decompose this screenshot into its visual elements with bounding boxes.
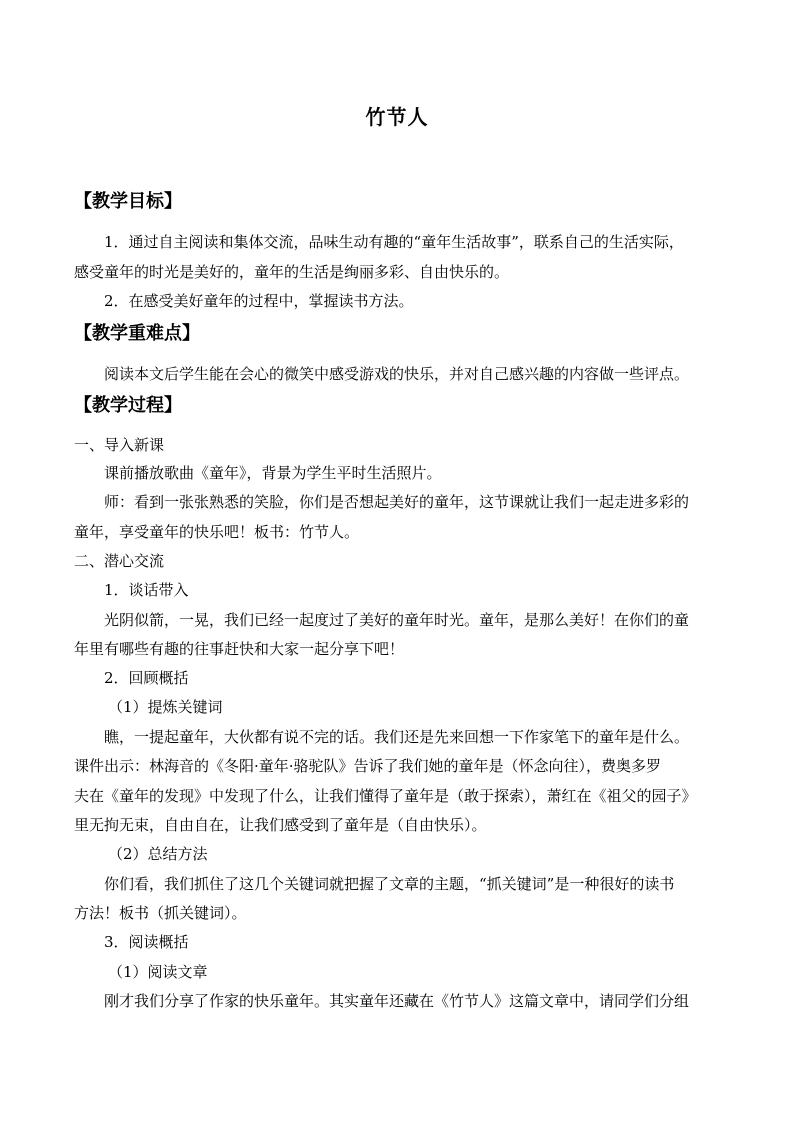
process-subheading-intro: 一、导入新课	[74, 436, 165, 454]
process-paragraph-line: 方法！板书（抓关键词）。	[74, 904, 247, 922]
goal-line-2: 感受童年的时光是美好的，童年的生活是绚丽多彩、自由快乐的。	[74, 263, 510, 281]
process-paragraph-line: 夫在《童年的发现》中发现了什么，让我们懂得了童年是（敢于探索），萧红在《祖父的园子》	[74, 787, 697, 805]
heading-key-points: 【教学重难点】	[74, 323, 200, 344]
heading-teaching-process: 【教学过程】	[74, 395, 182, 416]
keypoint-line-1: 阅读本文后学生能在会心的微笑中感受游戏的快乐，并对自己感兴趣的内容做一些评点。	[104, 365, 690, 383]
process-step-label: 2．回顾概括	[104, 669, 189, 687]
process-paragraph-line: 年里有哪些有趣的往事赶快和大家一起分享下吧！	[74, 640, 405, 658]
process-paragraph-line: 里无拘无束，自由自在，让我们感受到了童年是（自由快乐）。	[74, 816, 487, 834]
process-paragraph-line: 师：看到一张张熟悉的笑脸，你们是否想起美好的童年，这节课就让我们一起走进多彩的	[104, 493, 690, 511]
process-paragraph-line: 你们看，我们抓住了这几个关键词就把握了文章的主题，“抓关键词”是一种很好的读书	[104, 875, 675, 893]
process-paragraph-line: 课前播放歌曲《童年》，背景为学生平时生活照片。	[104, 464, 442, 482]
goal-line-3: 2．在感受美好童年的过程中，掌握读书方法。	[104, 292, 414, 310]
process-subheading-exchange: 二、潜心交流	[74, 552, 165, 570]
process-paragraph-line: 童年，享受童年的快乐吧！板书：竹节人。	[74, 523, 360, 541]
process-substep-label: （2）总结方法	[108, 845, 208, 863]
process-paragraph-line: 课件出示：林海音的《冬阳·童年·骆驼队》告诉了我们她的童年是（怀念向往），费奥多罗	[74, 757, 662, 775]
process-paragraph-line: 瞧，一提起童年，大伙都有说不完的话。我们还是先来回想一下作家笔下的童年是什么。	[104, 728, 690, 746]
process-paragraph-line: 光阴似箭，一晃，我们已经一起度过了美好的童年时光。童年，是那么美好！在你们的童	[104, 611, 690, 629]
goal-line-1: 1．通过自主阅读和集体交流，品味生动有趣的“童年生活故事”，联系自己的生活实际，	[104, 233, 684, 251]
process-step-label: 3．阅读概括	[104, 933, 189, 951]
process-substep-label: （1）阅读文章	[108, 963, 208, 981]
process-substep-label: （1）提炼关键词	[108, 698, 223, 716]
heading-teaching-goals: 【教学目标】	[74, 191, 182, 212]
process-step-label: 1．谈话带入	[104, 581, 189, 599]
process-paragraph-line: 刚才我们分享了作家的快乐童年。其实童年还藏在《竹节人》这篇文章中，请同学们分组	[104, 992, 690, 1010]
document-title: 竹节人	[365, 105, 429, 129]
